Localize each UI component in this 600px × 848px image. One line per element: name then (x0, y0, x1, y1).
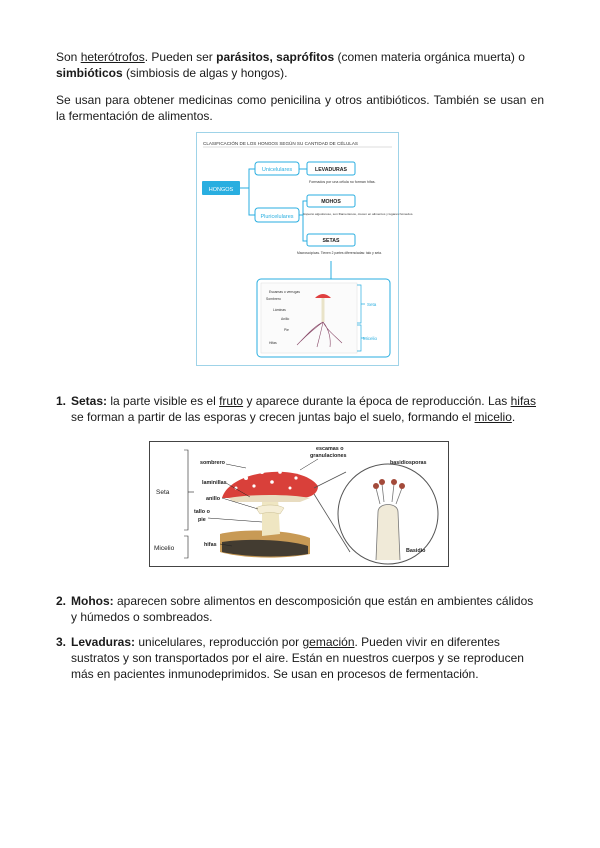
label-sombrero: Sombrero (266, 297, 281, 301)
list-number: 1. (56, 394, 67, 408)
label-sombrero: sombrero (200, 460, 225, 466)
text-run: sustratos y son transportados por el aire. Están en nuestros cuerpos y se reproducen (71, 651, 524, 665)
label-pie: Pie (284, 328, 289, 332)
label-anillo: Anillo (281, 317, 290, 321)
label-seta: Seta (156, 489, 170, 496)
label-anillo: anillo (206, 496, 221, 502)
text-run: unicelulares, reproducción por (135, 635, 303, 649)
term-hifas: hifas (510, 394, 536, 408)
mohos-paragraph (71, 593, 544, 625)
levaduras-node: LEVADURAS (315, 167, 347, 173)
text-run: y aparece durante la época de reproducción. Las (243, 394, 511, 408)
intro-paragraph (56, 49, 544, 81)
mushroom-anatomy-figure (149, 441, 449, 567)
text-run: . Pueden ser (144, 50, 217, 64)
label-escamas-o: escamas o (316, 446, 344, 452)
diagram-title: CLASIFICACIÓN DE LOS HONGOS SEGÚN SU CANTIDAD DE CÉLULAS (203, 141, 358, 146)
text-run: más en pacientes inmunodeprimidos. Se usan en procesos de fermentación. (71, 667, 479, 681)
label-hifas: Hifas (269, 341, 277, 345)
label-laminillas: laminillas (202, 480, 227, 486)
text-run: . (511, 410, 516, 424)
mohos-node: MOHOS (321, 199, 341, 205)
setas-paragraph (71, 393, 544, 425)
list-number: 2. (56, 594, 67, 608)
label-pie: pie (198, 517, 206, 523)
setas-desc: Macroscópicas. Tienen 2 partes diferenciadas: talo y seta. (297, 251, 382, 255)
root-hongos: HONGOS (208, 187, 234, 193)
levaduras-desc: Formados por una célula no forman hifas. (309, 180, 376, 184)
label-tallo-o: tallo o (194, 509, 210, 515)
unicelulares-node: Unicelulares (261, 167, 293, 173)
term-parasitos-saprofitos: parásitos, saprófitos (216, 50, 335, 64)
label-basidio: Basidio (406, 548, 426, 554)
term-fruto: fruto (219, 394, 244, 408)
list-number: 3. (56, 635, 67, 649)
label-laminas: Láminas (273, 308, 286, 312)
mohos-label: Mohos: (71, 594, 114, 608)
pluricelulares-node: Pluricelulares (260, 214, 294, 220)
text-run: . Pueden vivir en diferentes (354, 635, 500, 649)
text-run: (simbiosis de algas y hongos). (122, 66, 288, 80)
text-run: aparecen sobre alimentos en descomposición que están en ambientes cálidos (113, 594, 534, 608)
term-gemacion: gemación (302, 635, 355, 649)
mohos-desc: Aspecto algodonoso, son filamentosos, crecen en alimentos y lugares húmedos. (303, 212, 414, 216)
micelio-bracket-label: Micelio (363, 336, 378, 341)
label-hifas: hifas (204, 542, 217, 548)
text-run: se forman a partir de las esporas y crecen juntas bajo el suelo, formando el (71, 410, 475, 424)
term-micelio: micelio (474, 410, 512, 424)
uses-paragraph: Se usan para obtener medicinas como penicilina y otros antibióticos. También se usan en la fermentación de alimentos. (56, 93, 544, 123)
term-heterotrofos: heterótrofos (80, 50, 145, 64)
levaduras-label: Levaduras: (71, 635, 136, 649)
text-run: y húmedos o sombreados. (71, 610, 213, 624)
setas-node: SETAS (322, 238, 340, 244)
levaduras-paragraph (71, 634, 544, 682)
label-micelio: Micelio (154, 545, 175, 552)
setas-label: Setas: (71, 394, 108, 408)
term-simbioticos: simbióticos (56, 66, 123, 80)
label-granulaciones: granulaciones (310, 453, 347, 459)
classification-diagram (196, 132, 414, 366)
text-run: la parte visible es el (107, 394, 220, 408)
seta-bracket-label: Seta (367, 302, 377, 307)
text-run: (comen materia orgánica muerta) o (334, 50, 525, 64)
text-run: Son (56, 50, 81, 64)
label-escamas: Escamas o verrugas (269, 290, 300, 294)
label-basidiosporas: basidiosporas (390, 460, 427, 466)
